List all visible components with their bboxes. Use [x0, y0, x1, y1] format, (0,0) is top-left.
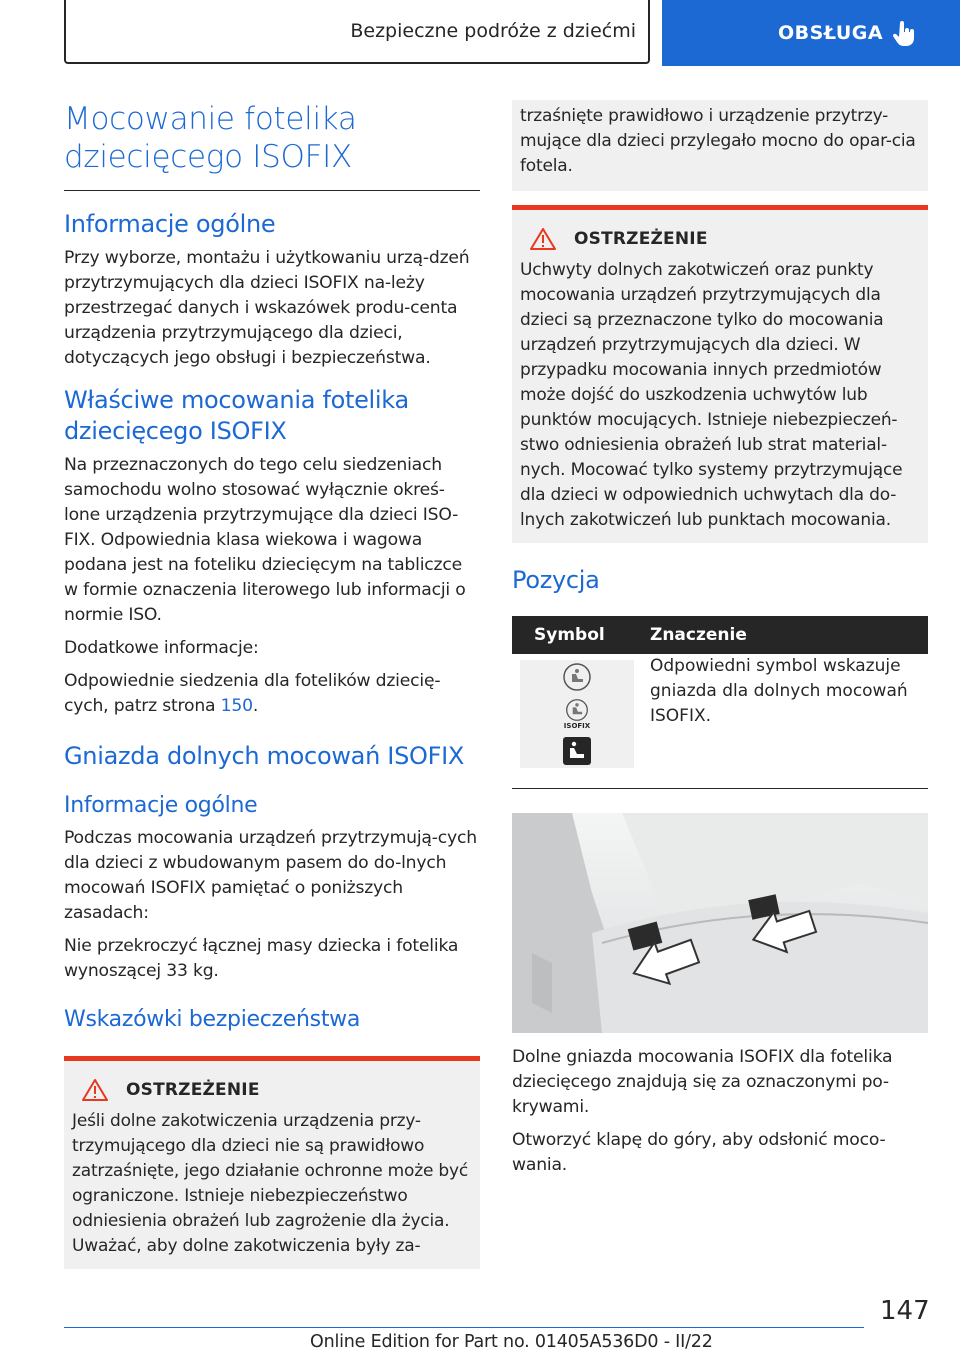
warning-title-2: OSTRZEŻENIE — [574, 229, 708, 249]
header-tab-label: OBSŁUGA — [778, 22, 884, 44]
isofix-anchor-icon — [562, 736, 592, 766]
heading-position: Pozycja — [512, 566, 600, 594]
header-section-box — [64, 0, 650, 64]
isofix-seat-icon — [562, 662, 592, 692]
page-number: 147 — [880, 1296, 930, 1326]
paragraph-mass-limit: Nie przekroczyć łącznej masy dziecka i fotelika wynoszącej 33 kg. — [64, 936, 459, 981]
header-tab[interactable] — [662, 0, 960, 66]
warning-continuation-box — [512, 100, 928, 191]
table-header-symbol: Symbol — [512, 616, 640, 654]
paragraph-suitable-seats — [64, 669, 480, 719]
warning-title: OSTRZEŻENIE — [126, 1080, 260, 1100]
header-section-title: Bezpieczne podróże z dziećmi — [350, 20, 636, 42]
table-header-meaning: Znaczenie — [640, 616, 928, 654]
table-row — [512, 654, 928, 774]
left-column — [64, 100, 480, 1269]
seat-anchor-photo — [512, 813, 928, 1033]
warning-box-2 — [512, 205, 928, 543]
title-divider — [64, 190, 480, 191]
table-header-row — [512, 616, 928, 654]
warning-triangle-icon — [82, 1079, 108, 1101]
heading-lower-anchors: Gniazda dolnych mocowań ISOFIX — [64, 742, 465, 770]
paragraph-general: Przy wyborze, montażu i użytkowaniu urzą-dzeń przytrzymujących dla dzieci ISOFIX na-leży przestrzegać danych i wskazówek produ-centa urządzenia przytrzymującego dla dzieci, dotyczących jego obsługi i bezpieczeństwa. — [64, 248, 470, 368]
warning-box — [64, 1056, 480, 1269]
isofix-seat-icon — [564, 698, 590, 722]
warning-header — [72, 1079, 472, 1101]
paragraph-additional-label: Dodatkowe informacje: — [64, 638, 259, 658]
heading-proper-mounts: Właściwe mocowania fotelika dziecięcego ISOFIX — [64, 386, 409, 445]
caption-open-flap: Otworzyć klapę do góry, aby odsłonić moco-wania. — [512, 1130, 886, 1175]
table-cell-symbol — [512, 654, 640, 774]
isofix-symbols — [520, 660, 634, 768]
hand-pointer-icon — [892, 20, 918, 48]
isofix-symbol-caption: ISOFIX — [563, 722, 591, 730]
subheading-safety: Wskazówki bezpieczeństwa — [64, 1007, 361, 1032]
table-divider — [512, 788, 928, 789]
page-link[interactable]: 150 — [220, 696, 253, 716]
warning-text-2: Uchwyty dolnych zakotwiczeń oraz punkty mocowania urządzeń przytrzymujących dla dzieci są przeznaczone tylko do mocowania urządzeń przytrzymujących dla dzieci. W przypadku mocowania innych przedmiotów może dojść do uszkodzenia uchwytów lub punktów mocujących. Istnieje niebezpieczeń-stwo odniesienia obrażeń lub strat material-nych. Mocować tylko systemy przytrzymujące dla dzieci w odpowiednich uchwytach dla do-lnych zakotwiczeń lub punktach mocowania. — [520, 260, 903, 530]
suitable-seats-end: . — [252, 696, 259, 716]
right-column — [512, 100, 928, 1186]
caption-anchors-location: Dolne gniazda mocowania ISOFIX dla fotelika dziecięcego znajdują się za oznaczonymi po-krywami. — [512, 1047, 893, 1117]
symbol-table — [512, 616, 928, 774]
page-title: Mocowanie fotelika dziecięcego ISOFIX — [64, 101, 357, 175]
suitable-seats-text: Odpowiednie siedzenia dla fotelików dziecię-cych, patrz strona — [64, 671, 441, 716]
heading-general: Informacje ogólne — [64, 210, 276, 238]
isofix-labeled-icon — [564, 698, 590, 730]
paragraph-lower-general: Podczas mocowania urządzeń przytrzymują-cych dla dzieci z wbudowanym pasem do do-lnych mocowań ISOFIX pamiętać o poniższych zasadach: — [64, 828, 477, 923]
footer-edition: Online Edition for Part no. 01405A536D0 - II/22 — [310, 1332, 713, 1352]
table-cell-meaning: Odpowiedni symbol wskazuje gniazda dla dolnych mocowań ISOFIX. — [650, 656, 908, 726]
paragraph-proper-mounts: Na przeznaczonych do tego celu siedzeniach samochodu wolno stosować wyłącznie okreś-lone urządzenia przytrzymujące dla dzieci ISO-FIX. Odpowiednia klasa wiekowa i wagowa podana jest na foteliku dziecięcym na tabliczce w formie oznaczenia literowego lub informacji o normie ISO. — [64, 455, 466, 625]
warning-header-2 — [520, 228, 920, 250]
footer-divider — [64, 1327, 864, 1328]
warning-continuation-text: trzaśnięte prawidłowo i urządzenie przytrzy-mujące dla dzieci przylegało mocno do opar-cia fotela. — [520, 106, 916, 176]
subheading-lower-general: Informacje ogólne — [64, 793, 258, 818]
warning-text: Jeśli dolne zakotwiczenia urządzenia przy-trzymującego dla dzieci nie są prawidłowo zatrzaśnięte, jego działanie ochronne może być ograniczone. Istnieje niebezpieczeństwo odniesienia obrażeń lub zagrożenie dla życia. Uważać, aby dolne zakotwiczenia były za- — [72, 1111, 469, 1256]
warning-triangle-icon — [530, 228, 556, 250]
